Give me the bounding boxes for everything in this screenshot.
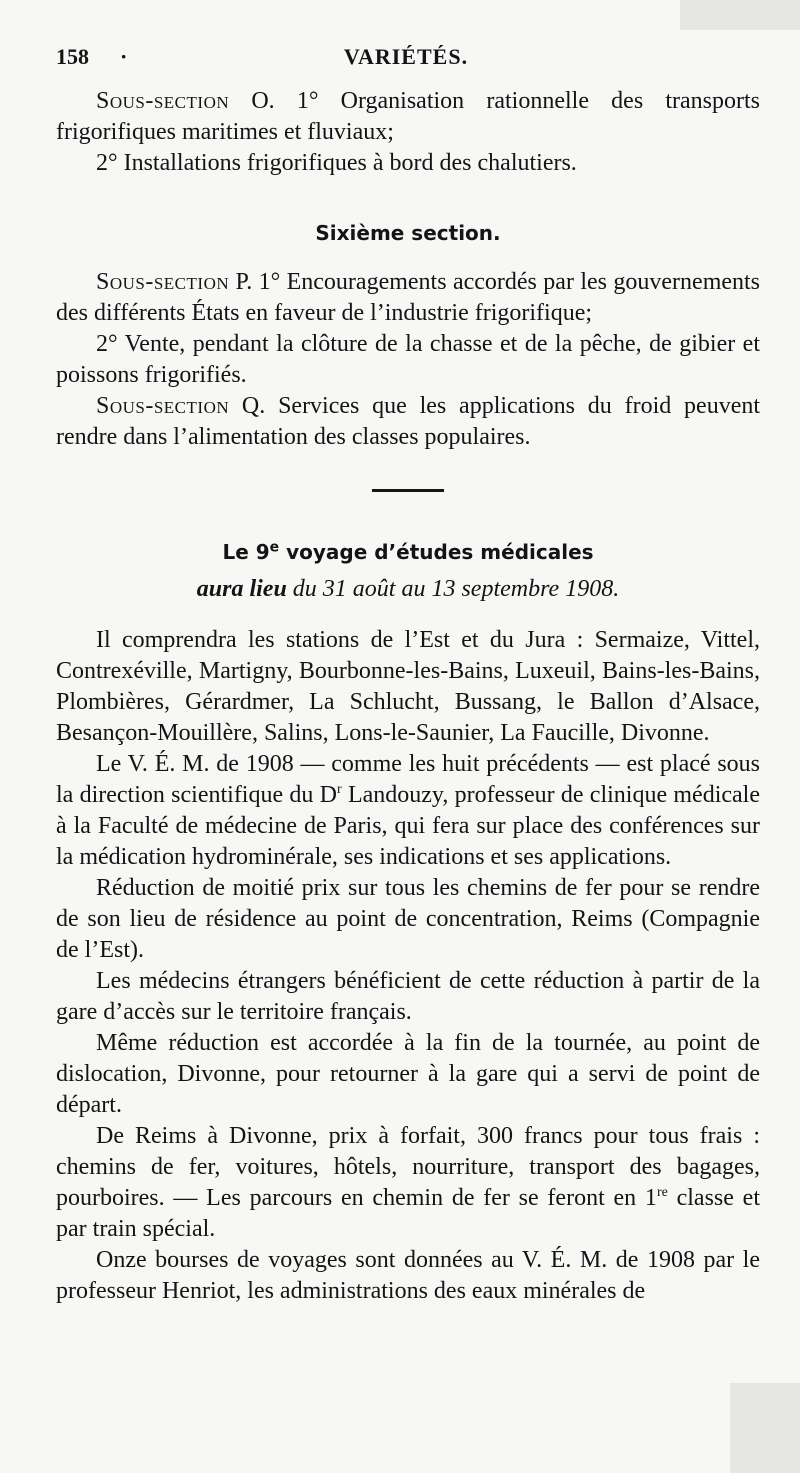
paragraph-direction-sup: r — [337, 782, 342, 797]
scan-smudge-bottom-right — [730, 1383, 800, 1473]
page-header — [56, 44, 756, 78]
voyage-heading-pre: Le 9 — [222, 540, 270, 564]
section-o-item-1 — [56, 86, 760, 148]
paragraph-price-sup: re — [656, 1185, 668, 1200]
paragraph-price-post: classe et par train spécial. — [56, 1185, 760, 1242]
section-o-letter: O. — [251, 88, 275, 114]
section-p-item-1 — [56, 267, 760, 329]
running-head: VARIÉTÉS. — [343, 44, 469, 69]
voyage-heading-post: voyage d’études médicales — [279, 540, 594, 564]
paragraph-scholarships: Onze bourses de voyages sont données au V. É. M. de 1908 par le professeur Henriot, les administrations des eaux minérales de — [56, 1247, 760, 1304]
paragraph-reduction: Réduction de moitié prix sur tous les chemins de fer pour se rendre de son lieu de résidence au point de concentration, Reims (Compagnie de l’Est). — [56, 875, 760, 963]
page-number-dot: · — [120, 44, 128, 69]
section-p-letter: P. — [235, 269, 253, 295]
voyage-date — [56, 576, 760, 603]
page-number: 158 — [56, 44, 89, 69]
paragraph-price-pre: De Reims à Divonne, prix à forfait, 300 francs pour tous frais : chemins de fer, voitures, hôtels, nourriture, transport des bagages, pourboires. — Les parcours en chemin de fer se feront en 1 — [56, 1123, 760, 1211]
section-p-item-2: 2° Vente, pendant la clôture de la chasse et de la pêche, de gibier et poissons frigorifiés. — [56, 331, 760, 388]
scan-smudge-top-right — [680, 0, 800, 30]
section-q-text: Services que les applications du froid peuvent rendre dans l’alimentation des classes populaires. — [56, 393, 761, 450]
section-q-label: Sous-section — [96, 393, 230, 419]
voyage-date-bold: aura lieu — [196, 576, 287, 602]
paragraph-direction — [56, 749, 760, 873]
voyage-heading — [56, 540, 760, 564]
section-q-letter: Q. — [241, 393, 266, 419]
paragraph-foreign-doctors: Les médecins étrangers bénéficient de cette réduction à partir de la gare d’accès sur le territoire français. — [56, 968, 760, 1025]
page-body — [56, 86, 760, 1307]
section-p-label: Sous-section — [96, 269, 230, 295]
paragraph-return: Même réduction est accordée à la fin de la tournée, au point de dislocation, Divonne, pour retourner à la gare qui a servi de point de départ. — [56, 1030, 760, 1118]
section-o-item-1-text: 1° Organisation rationnelle des transports frigorifiques maritimes et fluviaux; — [56, 88, 760, 145]
voyage-heading-sup: e — [269, 539, 280, 556]
paragraph-stations: Il comprendra les stations de l’Est et du Jura : Sermaize, Vittel, Contrexéville, Martigny, Bourbonne-les-Bains, Luxeuil, Bains-les-Bains, Plombières, Gérardmer, La Schlucht, Bussang, le Ballon d’Alsace, Besançon-Mouillère, Salins, Lons-le-Saunier, La Faucille, Divonne. — [56, 627, 760, 746]
section-p-item-1-text: 1° Encouragements accordés par les gouvernements des différents États en faveur de l’industrie frigorifique; — [56, 269, 761, 326]
paragraph-direction-post: Landouzy, professeur de clinique médicale à la Faculté de médecine de Paris, qui fera sur place des conférences sur la médication hydrominérale, ses indications et ses applications. — [56, 782, 760, 870]
section-o-item-2: 2° Installations frigorifiques à bord des chalutiers. — [96, 150, 577, 176]
section-o-label: Sous-section — [96, 88, 230, 114]
sixth-section-heading: Sixième section. — [315, 221, 501, 245]
voyage-date-rest: du 31 août au 13 septembre 1908. — [286, 576, 620, 602]
paragraph-price — [56, 1121, 760, 1245]
paragraph-direction-pre: Le V. É. M. de 1908 — comme les huit précédents — est placé sous la direction scientifique du D — [56, 751, 760, 808]
section-divider — [372, 489, 444, 492]
section-q — [56, 391, 760, 453]
